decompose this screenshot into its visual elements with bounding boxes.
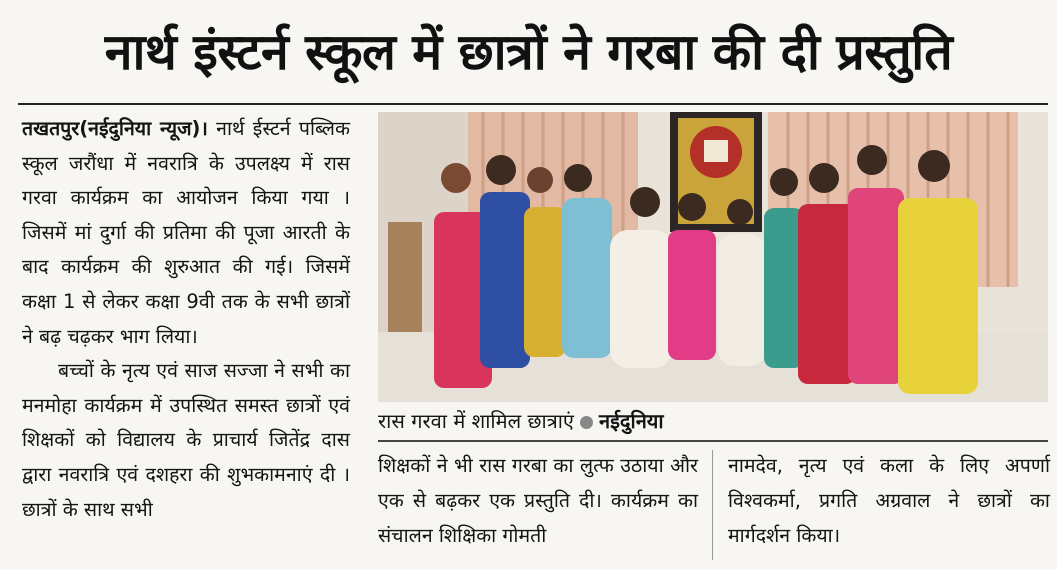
photo-caption bbox=[378, 402, 1048, 440]
photo-illustration bbox=[378, 112, 1048, 402]
article-column-1 bbox=[22, 112, 350, 527]
photo-credit: नईदुनिया bbox=[598, 409, 664, 433]
caption-text: रास गरवा में शामिल छात्राएं bbox=[378, 409, 574, 433]
article-column-3 bbox=[728, 448, 1050, 553]
news-photo bbox=[378, 112, 1048, 402]
paragraph-1-text: नार्थ ईस्टर्न पब्लिक स्कूल जरौंधा में नवरात्रि के उपलक्ष्य में रास गरवा कार्यक्रम का आयोजन किया गया । जिसमें मां दुर्गा की प्रतिमा की पूजा आरती के बाद कार्यक्रम की शुरुआत की गई। जिसमें कक्षा 1 से लेकर कक्षा 9वी तक के सभी छात्रों ने बढ़ चढ़कर भाग लिया। bbox=[22, 117, 350, 348]
dateline: तखतपुर(नईदुनिया न्यूज)। bbox=[22, 117, 208, 140]
paragraph-4: नामदेव, नृत्य एवं कला के लिए अपर्णा विश्वकर्मा, प्रगति अग्रवाल ने छात्रों का मार्गदर्शन किया। bbox=[728, 454, 1050, 547]
headline: नार्थ इंस्टर्न स्कूल में छात्रों ने गरबा की दी प्रस्तुति bbox=[104, 23, 953, 81]
top-rule bbox=[18, 103, 1048, 105]
paragraph-1 bbox=[22, 112, 350, 354]
article-column-2 bbox=[378, 448, 698, 553]
bullet-icon bbox=[580, 416, 593, 429]
caption-rule bbox=[378, 440, 1048, 442]
paragraph-3: शिक्षकों ने भी रास गरबा का लुत्फ उठाया और एक से बढ़कर एक प्रस्तुति दी। कार्यक्रम का संचालन शिक्षिका गोमती bbox=[378, 454, 698, 547]
paragraph-2: बच्चों के नृत्य एवं साज सज्जा ने सभी का मनमोहा कार्यक्रम में उपस्थित समस्त छात्रों एवं शिक्षकों को विद्यालय के प्राचार्य जितेंद्र दास द्वारा नवरात्रि एवं दशहरा की शुभकामनाएं दी । छात्रों के साथ सभी bbox=[22, 359, 350, 521]
column-divider bbox=[712, 450, 713, 560]
